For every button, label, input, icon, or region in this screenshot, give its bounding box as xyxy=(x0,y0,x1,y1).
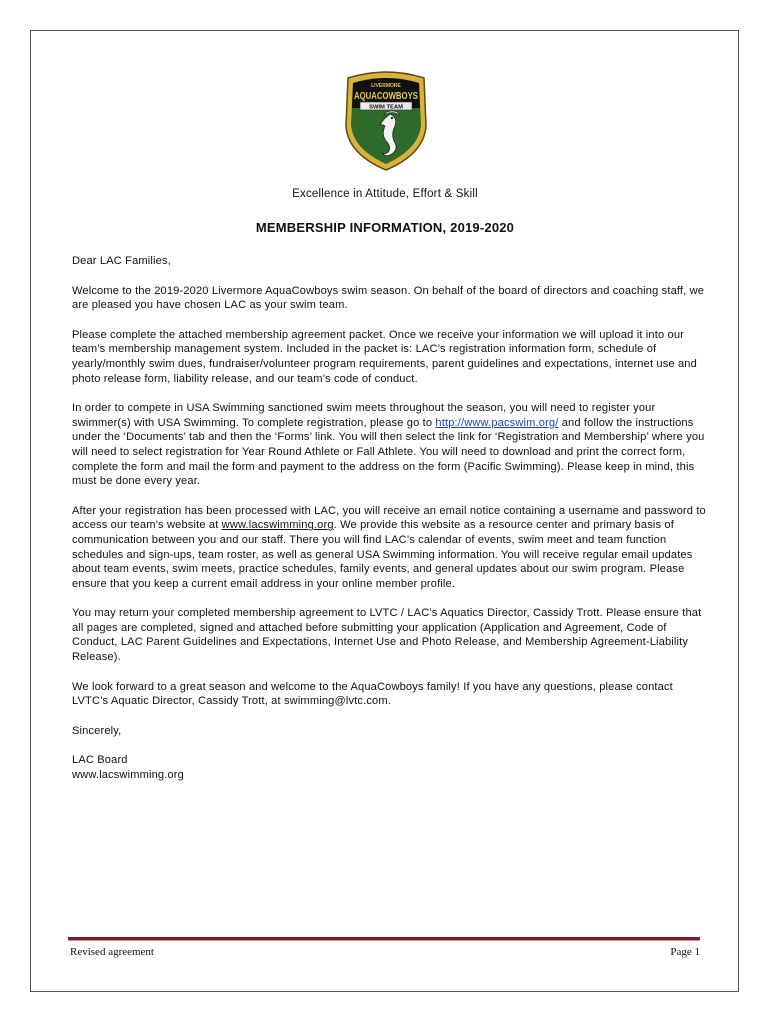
lacswimming-link[interactable]: www.lacswimming.org xyxy=(221,519,334,532)
signature-name: LAC Board xyxy=(72,754,128,767)
logo-main-text: AQUACOWBOYS xyxy=(354,90,418,102)
paragraph-return: You may return your completed membership agreement to LVTC / LAC’s Aquatics Director, Cassidy Trott. Please ensure that all pages are completed, signed and attached before submitting your application (Application and Agreement, Code of Conduct, LAC Parent Guidelines and Expectations, Internet Use and Photo Release, and Membership Agreement-Liability Release). xyxy=(72,607,702,664)
paragraph-registration-text: After your registration has been processed with LAC, you will receive an email notice containing a username and password to access our team’s website at xyxy=(72,504,706,532)
page-title: MEMBERSHIP INFORMATION, 2019-2020 xyxy=(255,220,515,235)
seahorse-eye-icon xyxy=(391,117,393,119)
pacswim-link[interactable]: http://www.pacswim.org/ xyxy=(435,416,559,429)
paragraph-registration xyxy=(72,504,708,592)
logo-banner-text: SWIM TEAM xyxy=(369,104,403,111)
footer-rule xyxy=(68,937,700,940)
signature-website: www.lacswimming.org xyxy=(72,769,184,782)
letter-body xyxy=(72,254,708,783)
paragraph-closing: We look forward to a great season and welcome to the AquaCowboys family! If you have any questions, please contact LVTC’s Aquatic Director, Cassidy Trott, at swimming@lvtc.com. xyxy=(72,680,673,708)
paragraph-usa-swimming xyxy=(72,401,708,489)
paragraph-welcome: Welcome to the 2019-2020 Livermore AquaCowboys swim season. On behalf of the board of directors and coaching staff, we are pleased you have chosen LAC as your swim team. xyxy=(72,284,705,312)
paragraph-packet: Please complete the attached membership agreement packet. Once we receive your information we will upload it into our team’s membership management system. Included in the packet is: LAC’s registration information form, schedule of yearly/monthly swim dues, fundraiser/volunteer program requirements, parent guidelines and expectations, internet use and photo release form, liability release, and our team’s code of conduct. xyxy=(72,328,697,385)
paragraph-registration-text-cont: . We provide this website as a resource center and primary basis of communication between you and our staff. There you will find LAC’s calendar of events, swim meet and team function schedules and sign-ups, team roster, as well as general USA Swimming information. You will receive regular email updates about team events, swim meets, practice schedules, family events, and general updates about our swim program. Please ensure that you keep a current email address in your online member profile. xyxy=(72,519,693,590)
aquacowboys-logo xyxy=(334,68,438,172)
signature-block xyxy=(72,753,708,782)
paragraph-usa-swimming-text: In order to compete in USA Swimming sanctioned swim meets throughout the season, you will need to register your swimmer(s) with USA Swimming. To complete registration, please go to xyxy=(72,402,656,429)
team-motto: Excellence in Attitude, Effort & Skill xyxy=(292,188,478,200)
footer-revision-note: Revised agreement xyxy=(70,946,154,958)
salutation: Dear LAC Families, xyxy=(72,255,171,267)
logo-top-text: LIVERMORE xyxy=(371,83,401,89)
footer-page-number: Page 1 xyxy=(670,946,700,958)
closing: Sincerely, xyxy=(72,724,122,737)
paragraph-usa-swimming-text-cont: and follow the instructions under the ‘Documents’ tab and then the ‘Forms’ link. You will then select the link for ‘Registration and Membership’ where you will need to select registration for Year Round Athlete or Fall Athlete. You will need to download and print the correct form, complete the form and mail the form and payment to the address on the form (Pacific Swimming). Please keep in mind, this must be done every year. xyxy=(72,416,705,488)
